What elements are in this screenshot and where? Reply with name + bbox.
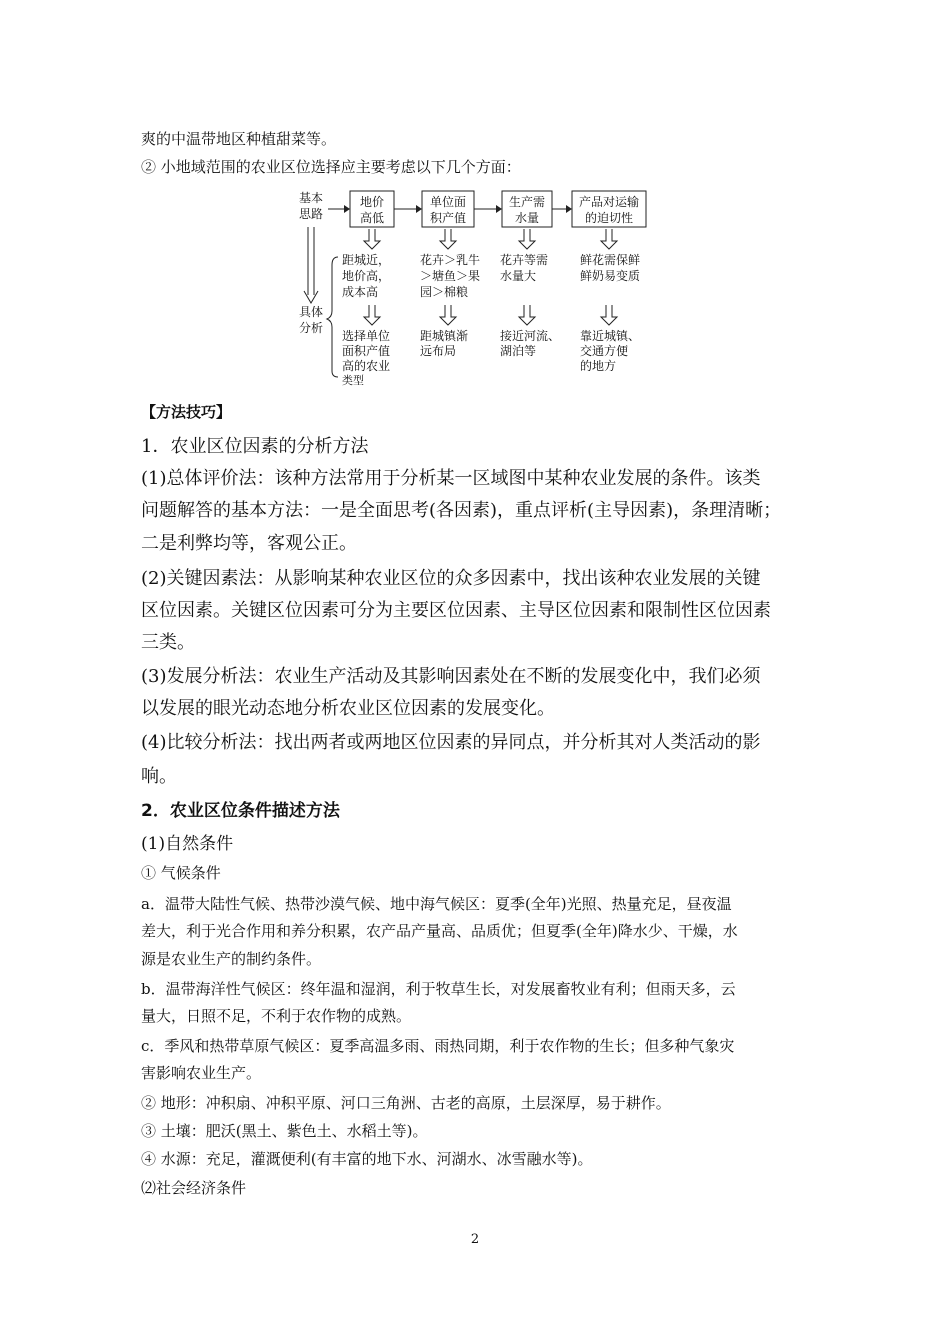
bottom-text-output [420, 328, 468, 358]
svg-text:面积产值: 面积产值 [342, 344, 391, 358]
svg-text:高的农业: 高的农业 [342, 359, 391, 373]
mid-text-land [342, 253, 390, 299]
p4-line-2: 响。 [141, 766, 177, 787]
factor-box-output-value [422, 191, 474, 227]
climate-a-line-2: 差大，利于光合作用和养分积累，农产品产量高、品质优；但夏季(全年)降水少、干燥，水 [141, 922, 738, 940]
p2-line-3: 三类。 [141, 632, 195, 653]
water-line: ④ 水源：充足，灌溉便利(有丰富的地下水、河湖水、冰雪融水等)。 [141, 1150, 593, 1168]
down-arrows-row-2 [364, 305, 617, 325]
bottom-text-water [500, 328, 560, 358]
svg-text:选择单位: 选择单位 [342, 329, 391, 343]
svg-text:水量大: 水量大 [500, 269, 537, 283]
climate-c-line-1: c．季风和热带草原气候区：夏季高温多雨、雨热同期，利于农作物的生长；但多种气象灾 [141, 1037, 735, 1055]
soil-line: ③ 土壤：肥沃(黑土、紫色土、水稻土等)。 [141, 1122, 428, 1140]
page-number: 2 [470, 1232, 480, 1247]
svg-text:高低: 高低 [359, 211, 385, 225]
mid-text-water [500, 252, 548, 283]
svg-text:距城镇渐: 距城镇渐 [420, 329, 469, 343]
intro-line-2: ② 小地域范围的农业区位选择应主要考虑以下几个方面： [141, 158, 521, 176]
svg-text:产品对运输: 产品对运输 [578, 195, 640, 209]
svg-text:距城近，: 距城近， [342, 253, 391, 267]
bottom-text-land [342, 328, 390, 387]
p1-line-1: (1)总体评价法：该种方法常用于分析某一区域图中某种农业发展的条件。该类 [141, 468, 761, 489]
climate-title: ① 气候条件 [141, 864, 221, 882]
climate-a-line-1: a．温带大陆性气候、热带沙漠气候、地中海气候区：夏季(全年)光照、热量充足，昼夜温 [141, 895, 732, 913]
svg-text:＞塘鱼＞果: ＞塘鱼＞果 [420, 269, 481, 283]
p1-line-2: 问题解答的基本方法：一是全面思考(各因素)，重点评析(主导因素)，条理清晰； [141, 500, 782, 521]
climate-b-line-1: b．温带海洋性气候区：终年温和湿润，利于牧草生长，对发展畜牧业有利；但雨天多，云 [141, 980, 736, 998]
side-label-basic [299, 190, 323, 221]
mid-text-transport [580, 253, 640, 283]
p2-line-1: (2)关键因素法：从影响某种农业区位的众多因素中，找出该种农业发展的关键 [141, 568, 761, 589]
svg-text:具体: 具体 [299, 305, 324, 319]
svg-text:湖泊等: 湖泊等 [500, 344, 537, 358]
side-label-concrete [299, 304, 323, 335]
svg-text:地价高，: 地价高， [342, 269, 391, 283]
svg-text:靠近城镇、: 靠近城镇、 [580, 329, 641, 343]
factor-box-transport-urgency [572, 191, 646, 227]
svg-text:分析: 分析 [299, 321, 324, 335]
socioeconomic-title: ⑵社会经济条件 [141, 1179, 247, 1197]
svg-text:积产值: 积产值 [429, 211, 467, 225]
section-1-title: 1．农业区位因素的分析方法 [141, 436, 369, 457]
svg-text:接近河流、: 接近河流、 [500, 329, 561, 343]
svg-text:花卉等需: 花卉等需 [500, 253, 549, 267]
svg-text:成本高: 成本高 [342, 285, 379, 299]
svg-text:思路: 思路 [299, 207, 324, 221]
svg-text:地价: 地价 [359, 195, 385, 209]
svg-text:类型: 类型 [342, 374, 364, 387]
climate-a-line-3: 源是农业生产的制约条件。 [141, 950, 322, 968]
svg-text:鲜奶易变质: 鲜奶易变质 [580, 269, 641, 283]
location-analysis-diagram [290, 185, 670, 387]
svg-text:鲜花需保鲜: 鲜花需保鲜 [580, 253, 641, 267]
svg-text:交通方便: 交通方便 [580, 344, 629, 358]
terrain-line: ② 地形：冲积扇、冲积平原、河口三角洲、古老的高原，土层深厚，易于耕作。 [141, 1094, 671, 1112]
p4-line-1: (4)比较分析法：找出两者或两地区位因素的异同点，并分析其对人类活动的影 [141, 732, 761, 753]
svg-text:远布局: 远布局 [420, 344, 457, 358]
factor-box-water-demand [502, 191, 552, 227]
p1-line-3: 二是利弊均等，客观公正。 [141, 533, 357, 554]
p3-line-1: (3)发展分析法：农业生产活动及其影响因素处在不断的发展变化中，我们必须 [141, 666, 761, 687]
section-2-title: 2．农业区位条件描述方法 [141, 801, 340, 821]
down-arrows-row-1 [364, 229, 617, 249]
natural-conditions-title: (1)自然条件 [141, 834, 234, 854]
svg-text:生产需: 生产需 [508, 195, 546, 209]
climate-b-line-2: 量大，日照不足，不利于农作物的成熟。 [141, 1007, 412, 1025]
svg-text:基本: 基本 [299, 191, 324, 205]
mid-text-output [420, 252, 480, 299]
intro-line-1: 爽的中温带地区种植甜菜等。 [141, 130, 337, 148]
svg-text:园＞棉粮: 园＞棉粮 [420, 285, 469, 299]
factor-box-land-price [350, 191, 394, 227]
svg-text:的迫切性: 的迫切性 [584, 211, 634, 225]
svg-text:单位面: 单位面 [429, 195, 467, 209]
climate-c-line-2: 害影响农业生产。 [141, 1064, 262, 1082]
svg-text:花卉＞乳牛: 花卉＞乳牛 [420, 253, 481, 267]
svg-text:的地方: 的地方 [580, 359, 617, 373]
svg-text:水量: 水量 [514, 211, 540, 225]
bottom-text-transport [580, 328, 640, 373]
method-heading: 【方法技巧】 [141, 403, 232, 421]
p3-line-2: 以发展的眼光动态地分析农业区位因素的发展变化。 [141, 698, 555, 719]
p2-line-2: 区位因素。关键区位因素可分为主要区位因素、主导区位因素和限制性区位因素 [141, 600, 771, 621]
